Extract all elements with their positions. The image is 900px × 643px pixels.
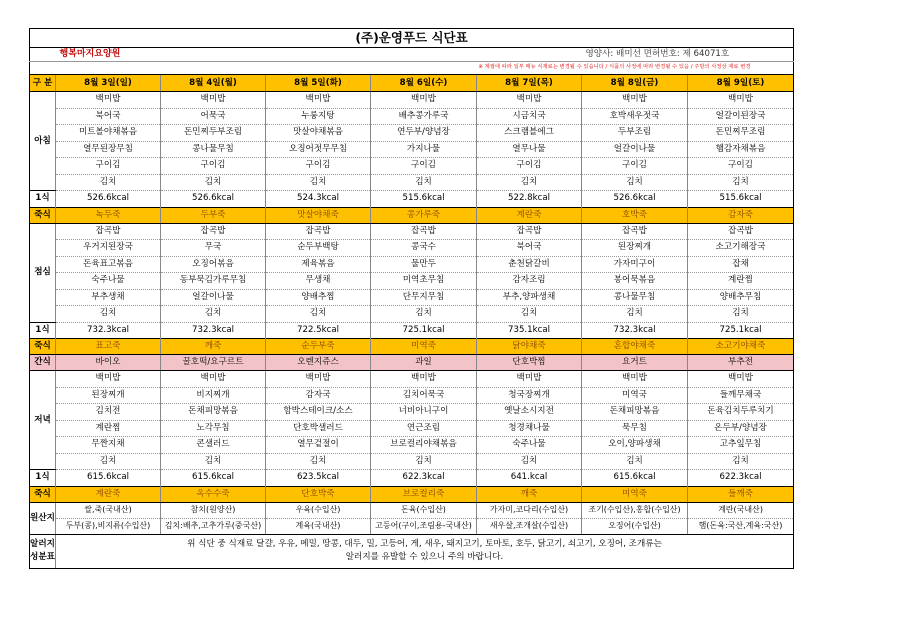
snack-item: 단호박찜 [477,355,582,371]
menu-item: 누룽지탕 [266,108,371,125]
porridge-item: 깨죽 [477,486,582,502]
kcal-value: 615.6kcal [582,470,688,487]
kcal-value: 526.6kcal [582,191,688,208]
kcal-value: 524.3kcal [266,191,371,208]
kcal-value: 732.3kcal [161,322,266,339]
menu-item: 청국장찌개 [477,387,582,404]
kcal-value: 722.5kcal [266,322,371,339]
menu-item: 백미밥 [582,92,688,109]
origin-item: 참치(원양산) [161,502,266,518]
menu-item: 단호박샐러드 [266,420,371,437]
porridge-item: 콩가루죽 [371,207,477,223]
allergy-row [30,534,794,568]
menu-item: 돈육표고볶음 [56,256,161,273]
breakfast-kcal-row [30,191,794,208]
allergy-label [30,534,56,568]
breakfast-menu-row [30,158,794,175]
dinner-porridge-label: 죽식 [30,486,56,502]
day-header: 8월 8일(금) [582,75,688,92]
menu-item: 제육볶음 [266,256,371,273]
menu-item: 소고기해장국 [688,240,794,257]
origin-label: 원산지 [30,502,56,534]
menu-item: 김치 [477,306,582,323]
origin-item: 김치:배추,고추가루(중국산) [161,518,266,534]
menu-sheet [29,28,793,569]
menu-item: 동부묵김가루무침 [161,273,266,290]
menu-item: 너비아니구이 [371,404,477,421]
menu-item: 구이김 [477,158,582,175]
menu-item: 단무지무침 [371,289,477,306]
dinner-label: 저녁 [30,371,56,470]
menu-item: 백미밥 [56,371,161,388]
porridge-item: 단호박죽 [266,486,371,502]
breakfast-menu-row [30,174,794,191]
menu-item: 김치 [688,174,794,191]
menu-item: 묵무침 [582,420,688,437]
porridge-item: 호박죽 [582,207,688,223]
porridge-item: 감자죽 [688,207,794,223]
origin-item: 계란(국내산) [688,502,794,518]
menu-item: 김치어묵국 [371,387,477,404]
menu-item: 시금치국 [477,108,582,125]
facility-name: 행복마지요양원 [56,48,266,62]
menu-item: 백미밥 [56,92,161,109]
lunch-kcal-label: 1식 [30,322,56,339]
menu-item: 김치 [266,453,371,470]
kcal-value: 526.6kcal [56,191,161,208]
lunch-kcal-row [30,322,794,339]
menu-item: 김치 [688,306,794,323]
menu-item: 열무나물 [477,141,582,158]
menu-item: 김치 [688,453,794,470]
menu-item: 돈민찌두부조림 [161,125,266,142]
porridge-item: 순두부죽 [266,339,371,355]
origin-item: 새우살,조개살(수입산) [477,518,582,534]
kcal-value: 623.5kcal [266,470,371,487]
dinner-section [30,371,794,503]
menu-table [29,28,794,569]
menu-item: 노각무침 [161,420,266,437]
menu-item: 무국 [161,240,266,257]
porridge-item: 옥수수죽 [161,486,266,502]
menu-item: 함박스테이크/소스 [266,404,371,421]
menu-item: 연두부/양념장 [371,125,477,142]
menu-item: 김치 [56,174,161,191]
menu-item: 어묵국 [161,108,266,125]
menu-item: 계란찜 [56,420,161,437]
menu-item: 양배추무침 [688,289,794,306]
menu-item: 백미밥 [371,92,477,109]
menu-item: 비지찌개 [161,387,266,404]
dinner-menu-row [30,420,794,437]
menu-item: 북어국 [56,108,161,125]
menu-item: 두부조림 [582,125,688,142]
menu-item: 북어국 [477,240,582,257]
origin-item: 계육(국내산) [266,518,371,534]
menu-item: 미트볼야채볶음 [56,125,161,142]
menu-item: 김치 [161,306,266,323]
day-header: 8월 6일(수) [371,75,477,92]
menu-item: 청경채나물 [477,420,582,437]
menu-item: 콩국수 [371,240,477,257]
kcal-value: 622.3kcal [371,470,477,487]
menu-item: 김치 [582,174,688,191]
menu-item: 오이,양파생채 [582,437,688,454]
snack-item: 바이오 [56,355,161,371]
kcal-value: 641.kcal [477,470,582,487]
menu-item: 구이김 [371,158,477,175]
breakfast-label: 아침 [30,92,56,191]
menu-item: 구이김 [266,158,371,175]
menu-item: 배추콩가루국 [371,108,477,125]
allergy-label-line2: 성분표 [30,552,55,562]
menu-item: 부추,양파생채 [477,289,582,306]
breakfast-menu-row [30,125,794,142]
origin-row [30,502,794,518]
menu-item: 얼갈이나물 [161,289,266,306]
menu-item: 잡곡밥 [266,223,371,240]
menu-item: 스크램블에그 [477,125,582,142]
origin-row [30,518,794,534]
nutritionist-info: 영양사: 배미선 면허번호: 제 64071호 [582,48,794,62]
porridge-item: 혼합야채죽 [582,339,688,355]
dinner-menu-row [30,453,794,470]
porridge-item: 미역죽 [371,339,477,355]
menu-item: 양배추찜 [266,289,371,306]
lunch-label: 점심 [30,223,56,322]
menu-item: 백미밥 [688,92,794,109]
kcal-value: 515.6kcal [688,191,794,208]
menu-item: 잡곡밥 [688,223,794,240]
menu-item: 김치 [371,306,477,323]
porridge-item: 두부죽 [161,207,266,223]
notice-row [30,62,794,75]
notice-text: ※ 계절에 따라 일부 메뉴 식재료는 변경될 수 있습니다 / 식품의 사정에 따라 변경될 수 있음 / 주방의 사정상 재료 변경 [477,62,794,75]
menu-item: 열무된장무침 [56,141,161,158]
menu-item: 감자국 [266,387,371,404]
kcal-value: 725.1kcal [371,322,477,339]
menu-item: 잡곡밥 [582,223,688,240]
menu-item: 봉어묵볶음 [582,273,688,290]
menu-item: 돈채피망볶음 [582,404,688,421]
menu-item: 순두부백탕 [266,240,371,257]
porridge-item: 닭야채죽 [477,339,582,355]
menu-item: 가지나물 [371,141,477,158]
breakfast-section [30,92,794,224]
lunch-porridge-label: 죽식 [30,339,56,355]
title-row [30,29,794,48]
menu-item: 미역국 [582,387,688,404]
lunch-menu-row [30,256,794,273]
menu-item: 김치 [477,174,582,191]
menu-item: 옛날소시지전 [477,404,582,421]
day-header: 8월 4일(월) [161,75,266,92]
menu-item: 백미밥 [161,371,266,388]
menu-item: 구이김 [56,158,161,175]
kcal-value: 526.6kcal [161,191,266,208]
menu-item: 얼갈이나물 [582,141,688,158]
breakfast-kcal-label: 1식 [30,191,56,208]
allergy-text-line1: 위 식단 중 식재료 달걀, 우유, 메밀, 땅콩, 대두, 밀, 고등어, 게, 새우, 돼지고기, 토마토, 호두, 닭고기, 쇠고기, 오징어, 조개류는 [187,539,662,550]
allergy-text-line2: 알러지를 유발할 수 있으니 주의 바랍니다. [345,552,504,562]
dinner-menu-row [30,437,794,454]
menu-item: 김치 [266,306,371,323]
lunch-menu-row [30,240,794,257]
menu-item: 잡곡밥 [161,223,266,240]
origin-item: 가자미,코다리(수입산) [477,502,582,518]
porridge-item: 계란죽 [56,486,161,502]
day-header: 8월 3일(일) [56,75,161,92]
origin-item: 오징어(수입산) [582,518,688,534]
origin-item: 햄(돈육:국산,계육:국산) [688,518,794,534]
dinner-kcal-row [30,470,794,487]
menu-item: 오징어젓무무침 [266,141,371,158]
breakfast-porridge-row [30,207,794,223]
menu-item: 된장찌개 [56,387,161,404]
day-header: 8월 9일(토) [688,75,794,92]
menu-item: 우거지된장국 [56,240,161,257]
menu-item: 미역초무침 [371,273,477,290]
menu-item: 김치 [582,453,688,470]
menu-item: 김치 [371,174,477,191]
menu-item: 맛살야채볶음 [266,125,371,142]
menu-item: 숙주나물 [477,437,582,454]
menu-item: 잡채 [688,256,794,273]
header-label: 구 분 [30,75,56,92]
dinner-kcal-label: 1식 [30,470,56,487]
porridge-item: 맛살야채죽 [266,207,371,223]
allergy-label-line1: 알러지 [30,539,55,550]
porridge-item: 녹두죽 [56,207,161,223]
day-header: 8월 5일(화) [266,75,371,92]
menu-item: 김치 [56,306,161,323]
menu-item: 김치 [56,453,161,470]
breakfast-menu-row [30,92,794,109]
menu-item: 김치 [477,453,582,470]
allergy-notice [56,534,794,568]
menu-item: 김치 [371,453,477,470]
menu-item: 온두부/양념장 [688,420,794,437]
dinner-menu-row [30,404,794,421]
menu-item: 얼갈이된장국 [688,108,794,125]
menu-item: 콩나물무침 [582,289,688,306]
menu-item: 잡곡밥 [371,223,477,240]
menu-item: 호박새우젓국 [582,108,688,125]
menu-item: 백미밥 [371,371,477,388]
snack-label: 간식 [30,355,56,371]
dinner-menu-row [30,387,794,404]
snack-item: 오렌지쥬스 [266,355,371,371]
kcal-value: 735.1kcal [477,322,582,339]
porridge-item: 들깨죽 [688,486,794,502]
snack-item: 꿀호떡/요구르트 [161,355,266,371]
menu-item: 김치 [161,453,266,470]
menu-item: 무짠지채 [56,437,161,454]
origin-item: 쌀,죽(국내산) [56,502,161,518]
menu-item: 감자조림 [477,273,582,290]
snack-item: 과일 [371,355,477,371]
menu-item: 백미밥 [266,92,371,109]
menu-item: 고추잎무침 [688,437,794,454]
menu-item: 춘천닭갈비 [477,256,582,273]
menu-item: 숙주나물 [56,273,161,290]
dinner-menu-row [30,371,794,388]
lunch-porridge-row [30,339,794,355]
menu-item: 구이김 [688,158,794,175]
menu-item: 백미밥 [477,371,582,388]
origin-item: 돈육(수입산) [371,502,477,518]
kcal-value: 522.8kcal [477,191,582,208]
menu-item: 돈육김치두루치기 [688,404,794,421]
breakfast-porridge-label: 죽식 [30,207,56,223]
menu-item: 햄감자채볶음 [688,141,794,158]
menu-item: 가자미구이 [582,256,688,273]
menu-item: 구이김 [161,158,266,175]
menu-item: 김치전 [56,404,161,421]
menu-item: 계란찜 [688,273,794,290]
menu-item: 콩나물무침 [161,141,266,158]
header-row [30,75,794,92]
menu-item: 백미밥 [477,92,582,109]
origin-item: 두부(콩),비지류(수입산) [56,518,161,534]
menu-item: 무생채 [266,273,371,290]
menu-item: 김치 [582,306,688,323]
page-title: (주)운영푸드 식단표 [30,29,794,48]
porridge-item: 표고죽 [56,339,161,355]
menu-item: 오징어볶음 [161,256,266,273]
kcal-value: 732.3kcal [582,322,688,339]
menu-item: 백미밥 [266,371,371,388]
menu-item: 연근조림 [371,420,477,437]
porridge-item: 계란죽 [477,207,582,223]
menu-item: 부추생채 [56,289,161,306]
menu-item: 돈채피망볶음 [161,404,266,421]
kcal-value: 615.6kcal [161,470,266,487]
origin-item: 우육(수입산) [266,502,371,518]
porridge-item: 브로컬리죽 [371,486,477,502]
menu-item: 잡곡밥 [56,223,161,240]
lunch-menu-row [30,273,794,290]
porridge-item: 미역죽 [582,486,688,502]
menu-item: 김치 [266,174,371,191]
menu-item: 열무겉절이 [266,437,371,454]
kcal-value: 515.6kcal [371,191,477,208]
snack-row [30,355,794,371]
lunch-menu-row [30,306,794,323]
breakfast-menu-row [30,108,794,125]
menu-item: 콘샐러드 [161,437,266,454]
menu-item: 브로컬리야채볶음 [371,437,477,454]
origin-item: 조기(수입산),홍합(수입산) [582,502,688,518]
menu-item: 김치 [161,174,266,191]
dinner-porridge-row [30,486,794,502]
menu-item: 백미밥 [688,371,794,388]
menu-item: 돈민찌무조림 [688,125,794,142]
info-row [30,48,794,62]
lunch-menu-row [30,223,794,240]
day-header: 8월 7일(목) [477,75,582,92]
lunch-menu-row [30,289,794,306]
menu-item: 백미밥 [582,371,688,388]
breakfast-menu-row [30,141,794,158]
menu-item: 들깨무채국 [688,387,794,404]
kcal-value: 622.3kcal [688,470,794,487]
porridge-item: 소고기야채죽 [688,339,794,355]
snack-item: 요거트 [582,355,688,371]
menu-item: 구이김 [582,158,688,175]
kcal-value: 725.1kcal [688,322,794,339]
menu-item: 물만두 [371,256,477,273]
kcal-value: 732.3kcal [56,322,161,339]
menu-item: 백미밥 [161,92,266,109]
snack-item: 부추전 [688,355,794,371]
menu-item: 잡곡밥 [477,223,582,240]
origin-item: 고등어(구이,조림용-국내산) [371,518,477,534]
kcal-value: 615.6kcal [56,470,161,487]
porridge-item: 깨죽 [161,339,266,355]
lunch-section [30,223,794,355]
menu-item: 된장찌개 [582,240,688,257]
